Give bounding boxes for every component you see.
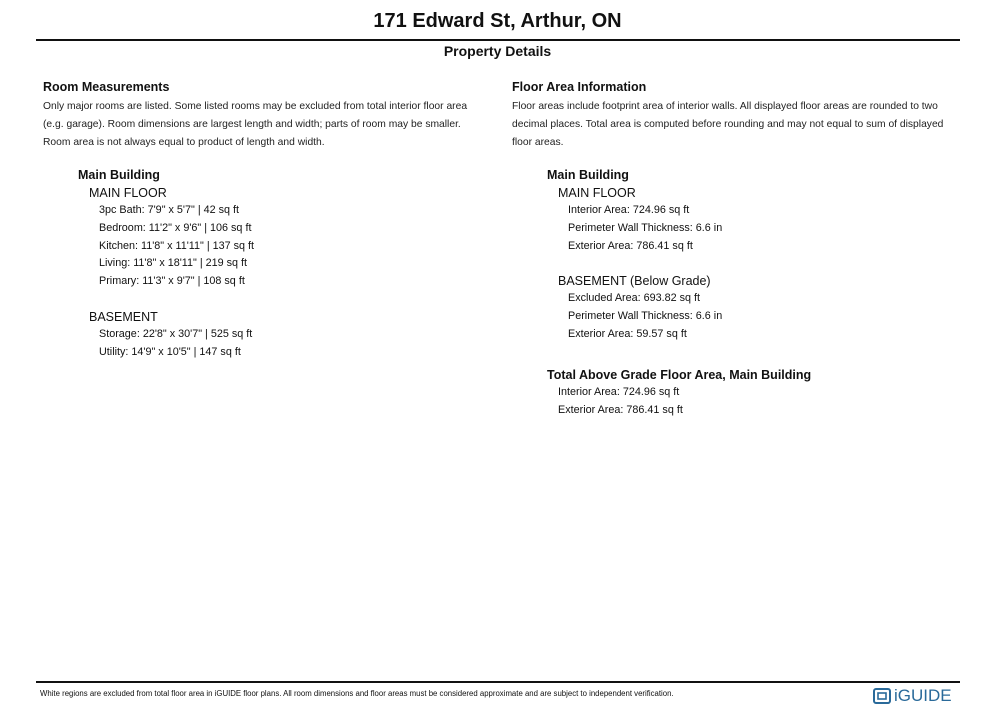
floor-block-main [78,184,488,291]
room-line: Utility: 14'9" x 10'5" | 147 sq ft [99,345,241,358]
building-name: Main Building [78,168,160,182]
room-line: Bedroom: 11'2" x 9'6" | 106 sq ft [99,221,252,234]
footer-divider [36,681,960,683]
page-subtitle: Property Details [443,43,552,59]
room-measurements-heading: Room Measurements [43,80,170,94]
room-line: Living: 11'8" x 18'11" | 219 sq ft [99,257,248,270]
floor-block-main [547,184,957,255]
building-name: Main Building [547,168,629,182]
area-line: Perimeter Wall Thickness: 6.6 in [568,221,723,234]
floor-block-basement [547,272,957,343]
room-measurements-section [43,80,488,379]
area-line: Exterior Area: 59.57 sq ft [568,327,687,340]
room-line: 3pc Bath: 7'9" x 5'7" | 42 sq ft [99,204,240,216]
floor-area-heading: Floor Area Information [512,80,647,94]
room-line: Storage: 22'8" x 30'7" | 525 sq ft [99,327,253,340]
room-building-group [78,166,488,362]
title-divider [36,39,960,41]
area-line: Excluded Area: 693.82 sq ft [568,292,701,305]
total-area-line: Interior Area: 724.96 sq ft [558,385,680,398]
area-line: Exterior Area: 786.41 sq ft [568,239,693,252]
iguide-logo [873,686,952,706]
page-title: 171 Edward St, Arthur, ON [373,10,622,32]
floor-name: MAIN FLOOR [89,186,167,200]
iguide-logo-icon [873,688,891,704]
total-area-line: Exterior Area: 786.41 sq ft [558,403,683,416]
room-measurements-description: Only major rooms are listed. Some listed rooms may be excluded from total interior floor area (e.g. garage). Room dimensions are largest length and width; parts of room may be smaller. Room area is not always equal to product of length and width. [43,101,468,148]
floor-area-description: Floor areas include footprint area of interior walls. All displayed floor areas are rounded to two decimal places. Total area is computed before rounding and may not equal to sum of displayed floor areas. [512,101,944,148]
area-line: Interior Area: 724.96 sq ft [568,204,690,216]
room-line: Kitchen: 11'8" x 11'11" | 137 sq ft [99,239,255,252]
logo-text: iGUIDE [894,686,952,705]
area-line: Perimeter Wall Thickness: 6.6 in [568,310,723,323]
floor-name: BASEMENT (Below Grade) [558,274,711,289]
area-building-group [547,166,957,419]
total-area-heading: Total Above Grade Floor Area, Main Building [547,367,812,382]
footer-disclaimer: White regions are excluded from total floor area in iGUIDE floor plans. All room dimensions and floor areas must be considered approximate and are subject to independent verification. [40,689,674,698]
floor-name: BASEMENT [89,309,158,324]
floor-block-basement [78,308,488,362]
room-line: Primary: 11'3" x 9'7" | 108 sq ft [99,275,245,288]
floor-name: MAIN FLOOR [558,186,636,200]
floor-area-section [512,80,957,419]
